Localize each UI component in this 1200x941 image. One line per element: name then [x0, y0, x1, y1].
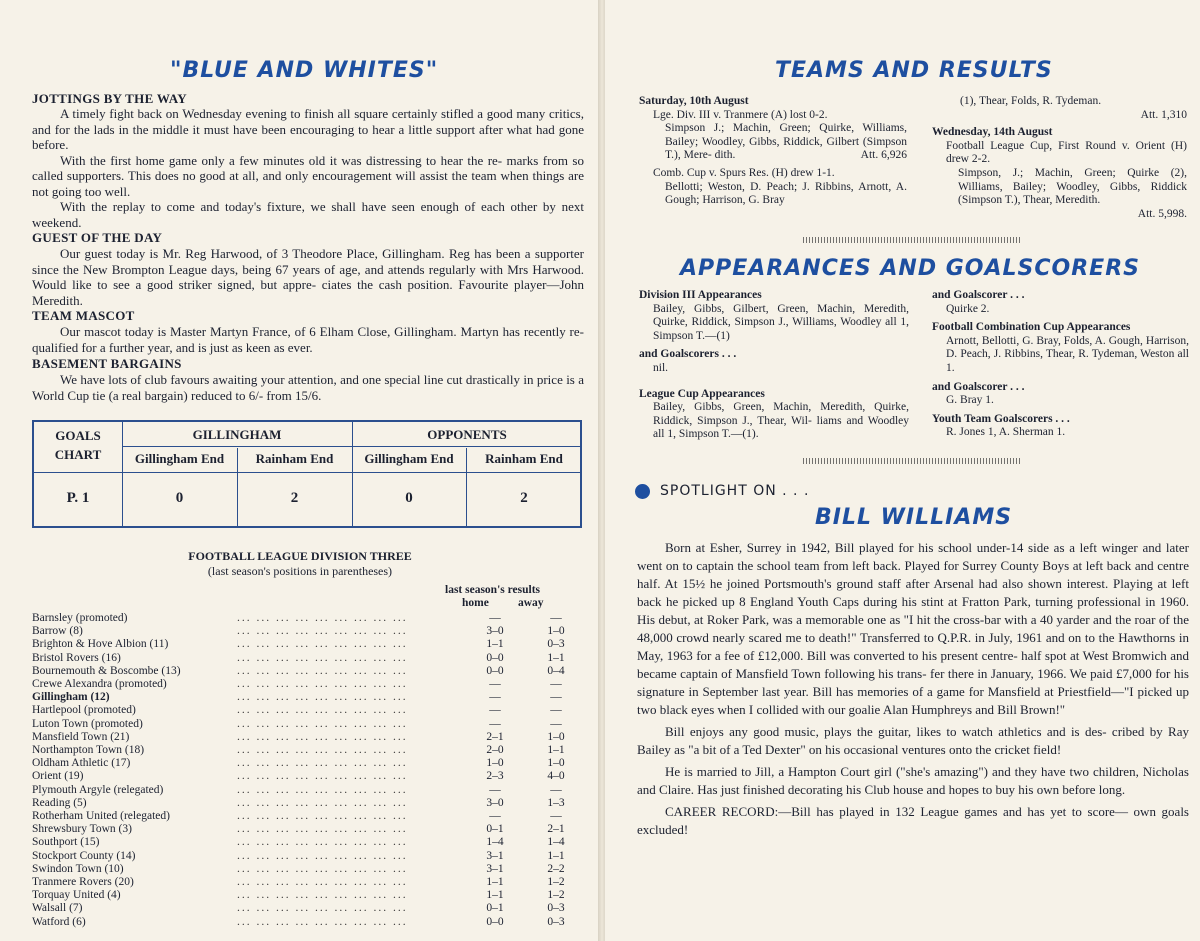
table-row [32, 757, 572, 771]
opponents-header: OPPONENTS [427, 427, 507, 442]
combination-cup-lineup-cont: (1), Thear, Folds, R. Tydeman. [960, 95, 1102, 107]
table-row [32, 863, 572, 877]
team-name: Stockport County (14) [32, 849, 136, 862]
table-row [32, 836, 572, 850]
combination-cup-goals-heading: and Goalscorer . . . [932, 380, 1025, 393]
league-cup-goals-heading: and Goalscorer . . . [932, 289, 1025, 301]
div3-heading: Division III Appearances [639, 289, 762, 301]
team-name: Swindon Town (10) [32, 862, 124, 875]
team-name: Watford (6) [32, 915, 86, 928]
away-result: — [550, 704, 562, 717]
table-row [32, 784, 572, 798]
away-result: 1–4 [547, 836, 565, 849]
team-name: Hartlepool (promoted) [32, 704, 136, 717]
team-name: Walsall (7) [32, 902, 83, 915]
team-name: Barnsley (promoted) [32, 612, 128, 624]
away-result: 1–3 [547, 796, 565, 809]
away-result: — [550, 783, 562, 796]
bullet-icon [635, 484, 650, 499]
bio-paragraph: He is married to Jill, a Hampton Court girl ("she's amazing") and they have two children, Nicholas and Claire. Has just finished decorating his Club house and hopes to buy his own before long. [637, 764, 1189, 797]
home-result: 1–0 [486, 757, 504, 770]
table-row [32, 625, 572, 639]
team-name: Brighton & Hove Albion (11) [32, 638, 169, 651]
div3-block [639, 289, 909, 442]
team-name: Gillingham (12) [32, 691, 110, 704]
guest-heading: GUEST OF THE DAY [32, 230, 163, 245]
goals-value: 0 [405, 490, 413, 506]
away-result: 1–1 [547, 849, 565, 862]
league-title: FOOTBALL LEAGUE DIVISION THREE [188, 549, 412, 563]
guest-text [32, 246, 584, 308]
home-result: 1–1 [486, 889, 504, 902]
away-result: 0–3 [547, 902, 565, 915]
bio-paragraph: Bill enjoys any good music, plays the guitar, likes to watch athletics and is des- cribed by Ray Bailey as "a bit of a Ted Dexter" on his occasional ventures onto the cricket field! [637, 724, 1189, 757]
home-result: 3–1 [486, 862, 504, 875]
leader-dots: ... ... ... ... ... ... ... ... ... [237, 664, 408, 677]
home-result: 3–1 [486, 849, 504, 862]
home-result: — [489, 691, 501, 704]
rainham-end-header: Rainham End [255, 451, 334, 466]
team-name: Bristol Rovers (16) [32, 651, 121, 664]
team-name: Tranmere Rovers (20) [32, 876, 134, 888]
away-result: — [550, 717, 562, 730]
team-name: Bournemouth & Boscombe (13) [32, 664, 181, 677]
leader-dots: ... ... ... ... ... ... ... ... ... [237, 691, 408, 704]
jottings-text [32, 106, 584, 230]
table-row [32, 876, 572, 890]
wednesday-heading: Wednesday, 14th August [932, 126, 1053, 139]
away-result: 2–2 [547, 862, 565, 875]
away-result: 1–1 [547, 651, 565, 664]
team-name: Crewe Alexandra (promoted) [32, 678, 167, 690]
leader-dots: ... ... ... ... ... ... ... ... ... [237, 836, 408, 849]
goals-value: 0 [175, 490, 184, 506]
home-result: 3–0 [486, 796, 504, 809]
table-row [32, 691, 572, 705]
away-result: 2–1 [547, 823, 565, 836]
away-result: 0–4 [547, 664, 565, 677]
leader-dots: ... ... ... ... ... ... ... ... ... [237, 625, 408, 638]
leader-dots: ... ... ... ... ... ... ... ... ... [237, 704, 408, 717]
goals-value: 2 [520, 490, 528, 506]
wednesday-lineup: Simpson, J.; Machin, Green; Quirke (2), Williams, Bailey; Woodley, Gibbs, Riddick (Simpson T.), Thear, Meredith. [958, 166, 1187, 207]
table-row [32, 678, 572, 692]
league-cup-appearances: Bailey, Gibbs, Green, Machin, Meredith, Quirke, Riddick, Simpson J., Thear, Wil- liams and Woodley all 1, Simpson T.—(1). [653, 401, 909, 441]
team-name: Torquay United (4) [32, 889, 121, 902]
away-result: 1–0 [547, 757, 565, 770]
team-name: Reading (5) [32, 796, 87, 809]
away-result: 1–0 [547, 625, 565, 638]
leader-dots: ... ... ... ... ... ... ... ... ... [237, 889, 408, 902]
team-name: Shrewsbury Town (3) [32, 823, 132, 836]
table-row [32, 731, 572, 745]
leader-dots: ... ... ... ... ... ... ... ... ... [237, 612, 408, 624]
table-row [32, 889, 572, 903]
leader-dots: ... ... ... ... ... ... ... ... ... [237, 744, 408, 756]
jottings-paragraph: With the replay to come and today's fixture, we shall have seen enough of each other by next weekend. [32, 199, 584, 230]
team-name: Rotherham United (relegated) [32, 810, 170, 822]
table-row [32, 797, 572, 811]
away-result: — [550, 612, 562, 624]
table-row [32, 704, 572, 718]
team-name: Luton Town (promoted) [32, 717, 143, 730]
goals-chart-label: CHART [54, 447, 102, 462]
home-result: 0–0 [486, 664, 504, 677]
saturday-result: Lge. Div. III v. Tranmere (A) lost 0-2. [653, 108, 828, 121]
table-row [32, 810, 572, 824]
div3-goals-heading: and Goalscorers . . . [639, 348, 737, 361]
away-result: 1–2 [547, 876, 565, 888]
teams-results-title: TEAMS AND RESULTS [775, 58, 1053, 83]
wednesday-attendance: Att. 5,998. [1137, 207, 1187, 220]
leader-dots: ... ... ... ... ... ... ... ... ... [237, 915, 408, 928]
home-result: 1–1 [486, 638, 504, 651]
home-label: home [462, 597, 489, 609]
table-row [32, 665, 572, 679]
home-result: 0–1 [486, 902, 504, 915]
home-result: — [489, 717, 501, 730]
leader-dots: ... ... ... ... ... ... ... ... ... [237, 638, 408, 651]
home-result: — [489, 704, 501, 717]
gillingham-end-header: Gillingham End [134, 451, 225, 466]
table-row [32, 612, 572, 626]
bargains-paragraph: We have lots of club favours awaiting your attention, and one special line cut drastically in price is a World Cup tie (a real bargain) reduced to 6/- from 15/6. [32, 372, 584, 403]
table-row [32, 850, 572, 864]
leader-dots: ... ... ... ... ... ... ... ... ... [237, 862, 408, 875]
home-result: 0–0 [486, 651, 504, 664]
table-row [32, 652, 572, 666]
away-result: — [550, 678, 562, 690]
saturday-heading: Saturday, 10th August [639, 95, 749, 107]
league-cup-heading: League Cup Appearances [639, 387, 765, 400]
mascot-paragraph: Our mascot today is Master Martyn France, of 6 Elham Close, Gillingham. Martyn has recently re-qualified for a further year, and is just as keen as ever. [32, 324, 584, 355]
gillingham-end-header: Gillingham End [364, 451, 454, 466]
goals-chart [32, 420, 582, 528]
leader-dots: ... ... ... ... ... ... ... ... ... [237, 757, 408, 770]
home-result: 2–0 [486, 744, 504, 756]
team-name: Northampton Town (18) [32, 744, 145, 756]
bargains-text [32, 372, 584, 403]
leader-dots: ... ... ... ... ... ... ... ... ... [237, 849, 408, 862]
leader-dots: ... ... ... ... ... ... ... ... ... [237, 902, 408, 915]
home-result: 2–1 [486, 730, 504, 743]
away-result: — [550, 810, 562, 822]
combination-cup-attendance: Att. 1,310 [1140, 108, 1187, 121]
away-result: 1–0 [547, 730, 565, 743]
goals-value: 2 [290, 490, 299, 506]
jottings-paragraph: A timely fight back on Wednesday evening to finish all square certainly stifled a good many critics, and for the lads in the middle it must have been encouraging to hear a little support after what had gone before. [32, 106, 584, 152]
team-name: Orient (19) [32, 770, 84, 783]
div3-appearances: Bailey, Gibbs, Gilbert, Green, Machin, Meredith, Quirke, Riddick, Simpson J., Williams, Woodley all 1, Simpson T.—(1) [653, 302, 909, 342]
table-row [32, 770, 572, 784]
bio-paragraph: CAREER RECORD:—Bill has played in 132 League games and has yet to score— own goals excluded! [637, 804, 1189, 837]
team-name: Plymouth Argyle (relegated) [32, 783, 164, 796]
leader-dots: ... ... ... ... ... ... ... ... ... [237, 770, 408, 783]
team-name: Mansfield Town (21) [32, 730, 130, 743]
table-row [32, 823, 572, 837]
home-result: — [489, 783, 501, 796]
home-result: — [489, 612, 501, 624]
saturday-attendance: Att. 6,926 [860, 149, 907, 162]
home-result: 1–4 [486, 836, 504, 849]
combination-cup-result: Comb. Cup v. Spurs Res. (H) drew 1-1. [653, 166, 835, 179]
combination-cup-heading: Football Combination Cup Appearances [932, 321, 1131, 334]
table-row [32, 718, 572, 732]
wednesday-block [932, 95, 1187, 221]
bio-text [637, 539, 1189, 839]
team-name: Barrow (8) [32, 625, 83, 638]
youth-heading: Youth Team Goalscorers . . . [932, 412, 1070, 425]
away-label: away [518, 597, 544, 609]
away-result: 1–2 [547, 889, 565, 902]
leader-dots: ... ... ... ... ... ... ... ... ... [237, 678, 408, 690]
leader-dots: ... ... ... ... ... ... ... ... ... [237, 783, 408, 796]
table-row [32, 916, 572, 930]
league-subtitle: (last season's positions in parentheses) [207, 564, 393, 578]
jottings-paragraph: With the first home game only a few minutes old it was distressing to hear the re- marks from so called supporters. This does no good at all, and only encouragement will assist the team when things are not going too well. [32, 152, 584, 199]
combination-cup-lineup: Bellotti; Weston, D. Peach; J. Ribbins, Arnott, A. Gough; Harrison, G. Bray [665, 180, 907, 207]
mascot-heading: TEAM MASCOT [32, 308, 135, 323]
home-result: 2–3 [486, 770, 504, 783]
spotlight-name: BILL WILLIAMS [815, 505, 1013, 530]
leader-dots: ... ... ... ... ... ... ... ... ... [237, 730, 408, 743]
leader-dots: ... ... ... ... ... ... ... ... ... [237, 876, 408, 888]
saturday-lineup: Simpson J.; Machin, Green; Quirke, Williams, Bailey; Woodley, Gibbs, Riddick, Gilbert (Simpson T.), Mere- dith. [665, 122, 907, 162]
saturday-block [639, 95, 907, 208]
leader-dots: ... ... ... ... ... ... ... ... ... [237, 823, 408, 836]
leader-dots: ... ... ... ... ... ... ... ... ... [237, 810, 408, 822]
bargains-heading: BASEMENT BARGAINS [32, 356, 182, 371]
home-result: 0–0 [486, 915, 504, 928]
team-name: Southport (15) [32, 836, 100, 849]
home-result: — [489, 678, 501, 690]
combination-cup-goals: G. Bray 1. [946, 394, 994, 407]
league-cup-goals: Quirke 2. [946, 302, 990, 315]
jottings-heading: JOTTINGS BY THE WAY [32, 91, 187, 106]
team-name: Oldham Athletic (17) [32, 757, 131, 770]
home-result: 3–0 [486, 625, 504, 638]
bio-paragraph: Born at Esher, Surrey in 1942, Bill played for his school under-14 side as a left winger and later went on to captain the school team from left back. Played for Surrey County Boys at left back and centre half. At 15½ he joined Portsmouth's ground staff after Arsenal had also shown interest. Playing at left back he picked up 8 England Youth Caps during his stint at Fratton Park, turning professional in 1960. His debut, at Roker Park, was a memorable one as "I hit the cross-bar with a 40 yarder and the roar of the 48,000 crowd nearly scared me to death!" Transferred to Q.P.R. in July, 1961 and on to the Hawthorns in May, 1963 for a fee of £12,000. Bill was converted to his present centre- half spot at West Bromwich and became captain of Mansfield Town following his trans- fer there in January, 1966. We paid £7,000 for his signature in September last year. Bill has memories of a game for Mansfield at Priestfield—"I picked up two black eyes when I collided with our goalie Alan Humphreys and Bill Brown!" [637, 540, 1189, 717]
right-page [605, 0, 1200, 941]
goals-chart-label: GOALS [55, 428, 101, 443]
spotlight-label: SPOTLIGHT ON . . . [660, 483, 810, 499]
period-label: P. 1 [66, 490, 90, 506]
rainham-end-header: Rainham End [485, 451, 563, 466]
leader-dots: ... ... ... ... ... ... ... ... ... [237, 651, 408, 664]
div3-goals: nil. [653, 361, 669, 374]
home-result: 0–1 [486, 823, 504, 836]
mascot-text [32, 324, 584, 355]
home-result: 1–1 [486, 876, 504, 888]
appearances-title: APPEARANCES AND GOALSCORERS [680, 256, 1140, 281]
wednesday-result: Football League Cup, First Round v. Orient (H) drew 2-2. [946, 139, 1187, 166]
away-result: 0–3 [547, 638, 565, 651]
combination-cup-appearances: Arnott, Bellotti, G. Bray, Folds, A. Gough, Harrison, D. Peach, J. Ribbins, Thear, R. Tydeman, Weston all 1. [946, 334, 1189, 374]
page-title-blue-and-whites: "BLUE AND WHITES" [170, 58, 439, 83]
gillingham-header: GILLINGHAM [192, 427, 282, 442]
leader-dots: ... ... ... ... ... ... ... ... ... [237, 717, 408, 730]
youth-goalscorers: R. Jones 1, A. Sherman 1. [946, 426, 1066, 439]
away-result: 4–0 [547, 770, 565, 783]
goalscorer-block [932, 289, 1189, 440]
guest-paragraph: Our guest today is Mr. Reg Harwood, of 3 Theodore Place, Gillingham. Reg has been a supporter since the New Brompton League days, being 67 years of age, and attends regularly with Mrs Harwood. Would like to see a good striker signed, but appre- ciates the cash position. Favourite player—John Meredith. [32, 246, 584, 308]
away-result: 1–1 [547, 744, 565, 756]
table-row [32, 638, 572, 652]
leader-dots: ... ... ... ... ... ... ... ... ... [237, 796, 408, 809]
divider [803, 458, 1021, 464]
table-row [32, 902, 572, 916]
home-result: — [489, 810, 501, 822]
away-result: 0–3 [547, 915, 565, 928]
spotlight-line [635, 482, 809, 500]
divider [803, 237, 1021, 243]
results-heading: last season's results [445, 584, 540, 596]
away-result: — [550, 691, 562, 704]
table-row [32, 744, 572, 758]
